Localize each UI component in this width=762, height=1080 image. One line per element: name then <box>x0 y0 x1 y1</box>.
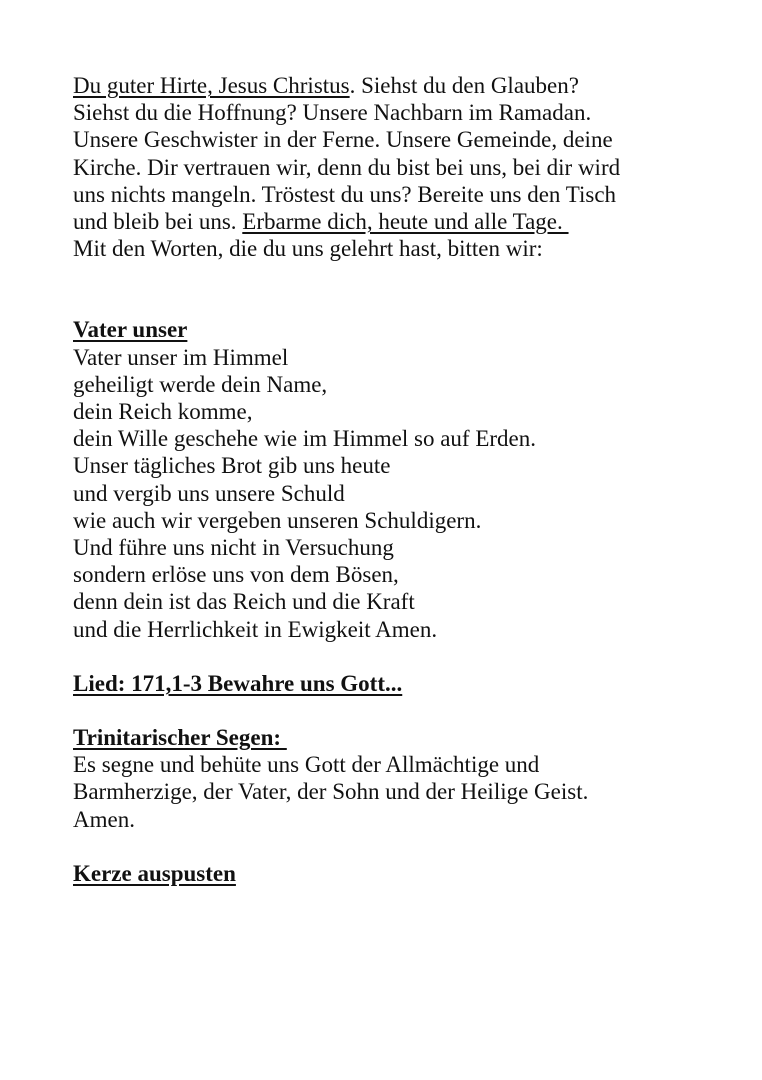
intro-underlined-plea: Erbarme dich, heute und alle Tage. <box>242 209 569 235</box>
intro-line-2: Siehst du die Hoffnung? Unsere Nachbarn im Ramadan. <box>73 100 592 126</box>
prayer-line: Und führe uns nicht in Versuchung <box>73 535 394 561</box>
spacer <box>73 262 713 316</box>
prayer-line: und vergib uns unsere Schuld <box>73 480 345 506</box>
intro-line-7: Mit den Worten, die du uns gelehrt hast, bitten wir: <box>73 236 543 262</box>
intro-line-3: Unsere Geschwister in der Ferne. Unsere Gemeinde, deine <box>73 127 613 153</box>
prayer-line: Vater unser im Himmel <box>73 344 289 370</box>
kerze-heading: Kerze auspusten <box>73 860 236 886</box>
intro-line-1 <box>73 72 713 99</box>
prayer-line: und die Herrlichkeit in Ewigkeit Amen. <box>73 616 438 642</box>
intro-line-6 <box>73 208 713 235</box>
document-page <box>73 72 713 887</box>
vater-unser-section <box>73 316 713 642</box>
segen-line: Es segne und behüte uns Gott der Allmächtige und <box>73 752 540 778</box>
intro-line-5: uns nichts mangeln. Tröstest du uns? Bereite uns den Tisch <box>73 181 617 207</box>
spacer <box>73 697 713 724</box>
vater-unser-heading: Vater unser <box>73 317 188 343</box>
prayer-line: wie auch wir vergeben unseren Schuldigern. <box>73 507 482 533</box>
intro-line-6-plain: und bleib bei uns. <box>73 209 243 235</box>
segen-section <box>73 724 713 833</box>
prayer-line: dein Reich komme, <box>73 399 253 425</box>
segen-line: Barmherzige, der Vater, der Sohn und der Heilige Geist. <box>73 779 589 805</box>
spacer <box>73 833 713 860</box>
prayer-line: geheiligt werde dein Name, <box>73 371 328 397</box>
intro-underlined-address: Du guter Hirte, Jesus Christus <box>73 73 350 98</box>
lied-section <box>73 670 713 697</box>
intro-line-1-rest: . Siehst du den Glauben? <box>349 73 579 98</box>
spacer <box>73 643 713 670</box>
lied-heading: Lied: 171,1-3 Bewahre uns Gott... <box>73 670 403 696</box>
segen-line: Amen. <box>73 806 135 832</box>
prayer-line: denn dein ist das Reich und die Kraft <box>73 589 415 615</box>
prayer-line: Unser tägliches Brot gib uns heute <box>73 453 391 479</box>
kerze-section <box>73 860 713 887</box>
intro-paragraph <box>73 72 713 262</box>
prayer-line: dein Wille geschehe wie im Himmel so auf Erden. <box>73 426 536 452</box>
intro-line-4: Kirche. Dir vertrauen wir, denn du bist bei uns, bei dir wird <box>73 154 621 180</box>
prayer-line: sondern erlöse uns von dem Bösen, <box>73 562 399 588</box>
segen-heading: Trinitarischer Segen: <box>73 725 287 751</box>
